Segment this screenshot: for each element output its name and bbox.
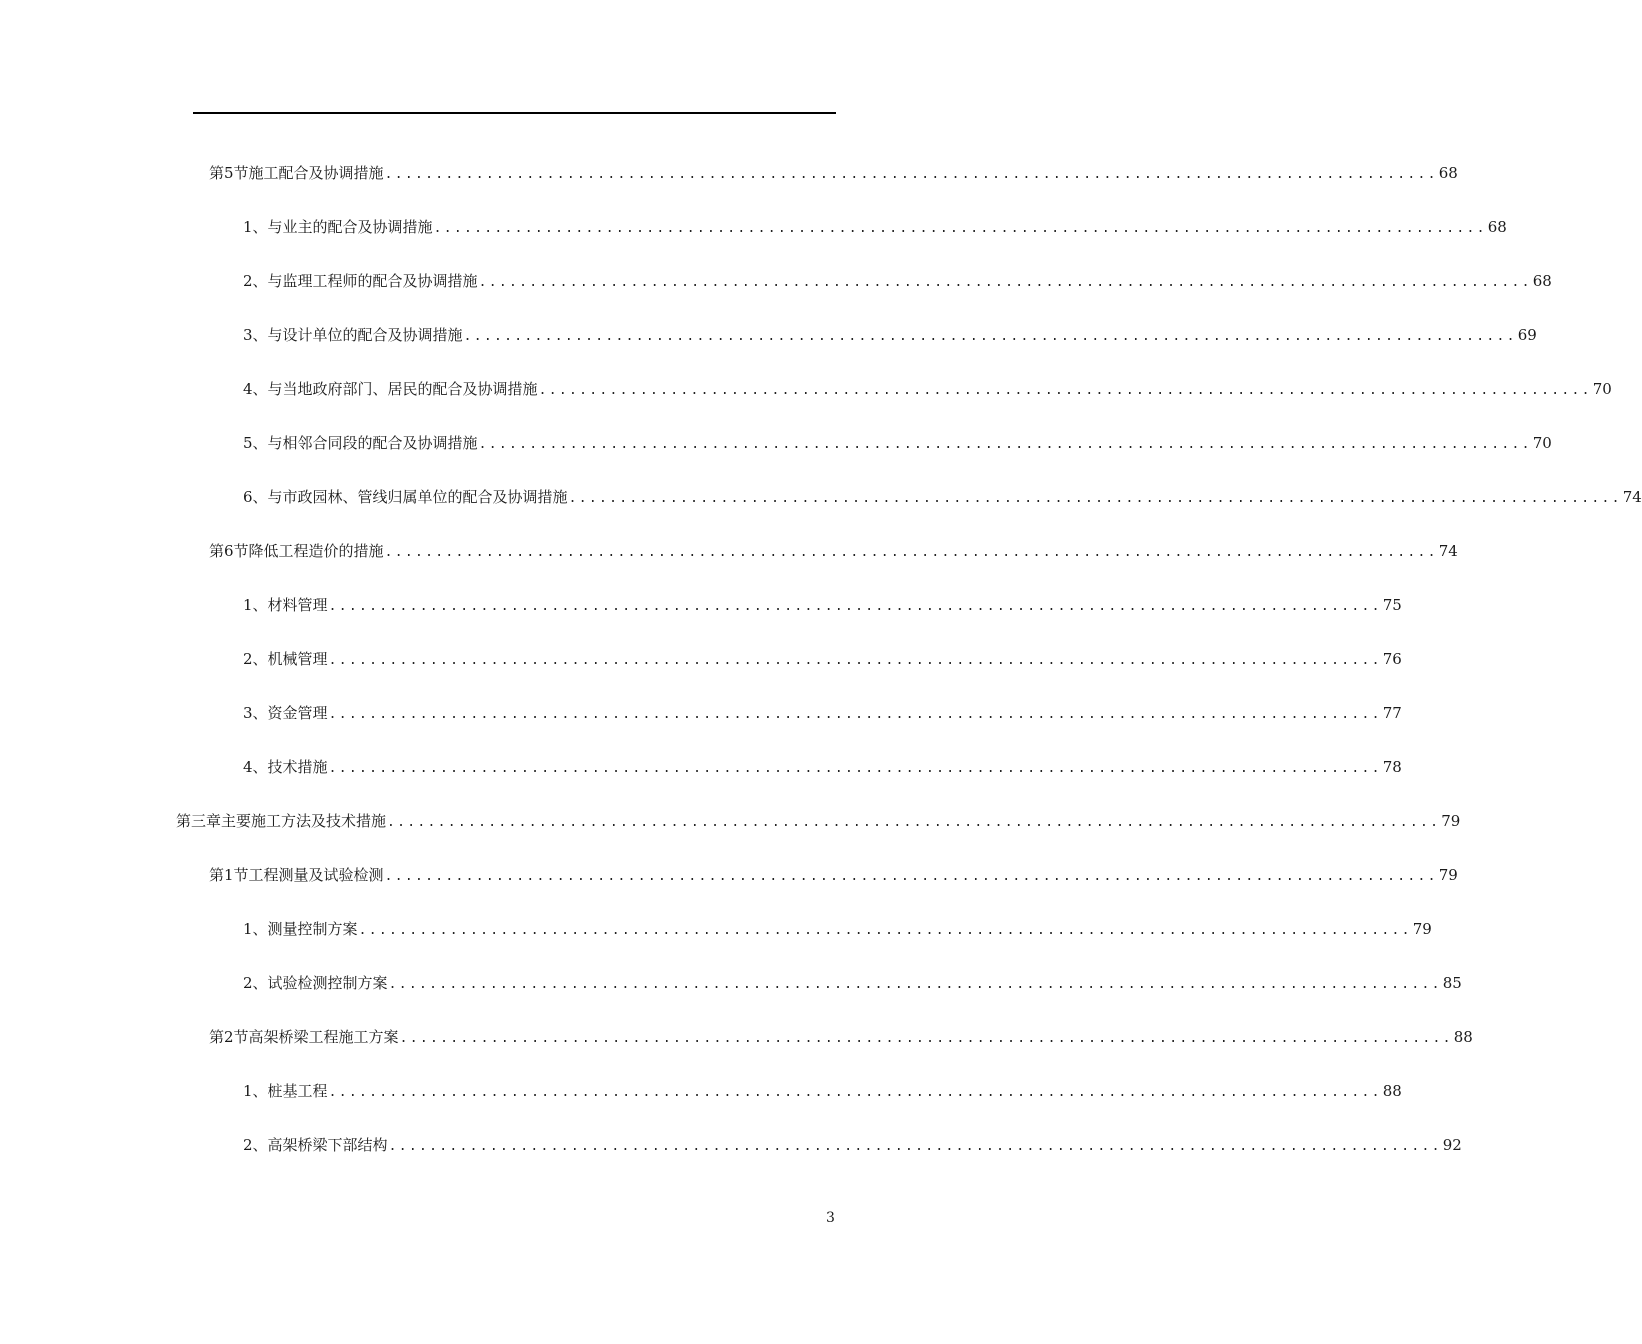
- toc-entry-page: 92: [1442, 1136, 1462, 1154]
- toc-entry: [243, 1081, 1402, 1103]
- dot-leader: ........................................................................................................: [388, 1139, 1442, 1154]
- toc-entry-page: 79: [1412, 920, 1432, 938]
- toc-entry: [243, 649, 1402, 671]
- toc-entry-title: 试验检测控制方案: [267, 974, 388, 992]
- toc-entry-page: 79: [1441, 812, 1461, 830]
- toc-entry-title: 与监理工程师的配合及协调措施: [267, 272, 478, 290]
- toc-entry-page: 68: [1438, 164, 1458, 182]
- toc-entry-title: 工程测量及试验检测: [248, 866, 384, 884]
- toc-entry-page: 68: [1532, 272, 1552, 290]
- dot-leader: ........................................................................................................: [328, 653, 1382, 668]
- toc-entry: [243, 379, 1612, 401]
- toc-entry-number: 1、: [243, 218, 268, 236]
- dot-leader: ........................................................................................................: [568, 491, 1622, 506]
- toc-entry-title: 主要施工方法及技术措施: [221, 812, 387, 830]
- toc-entry-number: 4、: [243, 380, 268, 398]
- toc-entry-page: 88: [1382, 1082, 1402, 1100]
- toc-entry-title: 与设计单位的配合及协调措施: [267, 326, 463, 344]
- toc-entry-page: 68: [1487, 218, 1507, 236]
- dot-leader: ........................................................................................................: [384, 869, 1438, 884]
- toc-entry-title: 降低工程造价的措施: [248, 542, 384, 560]
- toc-entry: [209, 163, 1458, 185]
- dot-leader: ........................................................................................................: [478, 437, 1532, 452]
- toc-entry-number: 5、: [243, 434, 268, 452]
- toc-entry-number: 第6节: [209, 542, 249, 560]
- toc-entry-page: 77: [1382, 704, 1402, 722]
- toc-entry-number: 6、: [243, 488, 268, 506]
- toc-entry-number: 2、: [243, 272, 268, 290]
- dot-leader: ........................................................................................................: [328, 599, 1382, 614]
- toc-entry-title: 机械管理: [267, 650, 328, 668]
- toc-entry: [243, 271, 1552, 293]
- toc-entry-page: 85: [1442, 974, 1462, 992]
- toc-entry: [243, 595, 1402, 617]
- toc-entry: [176, 811, 1461, 833]
- toc-entry-number: 第2节: [209, 1028, 249, 1046]
- toc-entry-title: 技术措施: [267, 758, 328, 776]
- dot-leader: ........................................................................................................: [463, 329, 1517, 344]
- toc-entry-page: 70: [1532, 434, 1552, 452]
- toc-entry-number: 2、: [243, 974, 268, 992]
- dot-leader: ........................................................................................................: [328, 707, 1382, 722]
- toc-entry-number: 3、: [243, 704, 268, 722]
- toc-entry: [243, 325, 1537, 347]
- dot-leader: ........................................................................................................: [433, 221, 1487, 236]
- toc-entry-title: 测量控制方案: [267, 920, 358, 938]
- toc-entry-title: 与业主的配合及协调措施: [267, 218, 433, 236]
- dot-leader: ........................................................................................................: [478, 275, 1532, 290]
- toc-entry: [243, 487, 1642, 509]
- toc-entry-title: 高架桥梁下部结构: [267, 1136, 388, 1154]
- toc-entry-page: 79: [1438, 866, 1458, 884]
- toc-entry: [243, 1135, 1462, 1157]
- toc-entry-page: 69: [1517, 326, 1537, 344]
- toc-entry: [243, 217, 1507, 239]
- toc-entry-page: 74: [1622, 488, 1642, 506]
- dot-leader: ........................................................................................................: [328, 761, 1382, 776]
- toc-entry-page: 75: [1382, 596, 1402, 614]
- dot-leader: ........................................................................................................: [538, 383, 1592, 398]
- toc-entry: [243, 703, 1402, 725]
- toc-entry: [209, 541, 1458, 563]
- toc-entry-number: 3、: [243, 326, 268, 344]
- toc-entry-title: 与当地政府部门、居民的配合及协调措施: [267, 380, 538, 398]
- toc-entry-page: 78: [1382, 758, 1402, 776]
- toc-entry-title: 与市政园林、管线归属单位的配合及协调措施: [267, 488, 568, 506]
- header-rule: [193, 112, 836, 114]
- dot-leader: ........................................................................................................: [387, 815, 1441, 830]
- toc-entry: [209, 865, 1458, 887]
- toc-entry-page: 70: [1592, 380, 1612, 398]
- toc-entry-title: 与相邻合同段的配合及协调措施: [267, 434, 478, 452]
- toc-entry-number: 2、: [243, 650, 268, 668]
- toc-entry-title: 资金管理: [267, 704, 328, 722]
- toc-entry: [243, 919, 1432, 941]
- dot-leader: ........................................................................................................: [384, 545, 1438, 560]
- toc-entry-page: 76: [1382, 650, 1402, 668]
- toc-entry-number: 第5节: [209, 164, 249, 182]
- toc-entry: [209, 1027, 1473, 1049]
- toc-entry-number: 第1节: [209, 866, 249, 884]
- toc-entry-number: 1、: [243, 1082, 268, 1100]
- toc-entry-number: 1、: [243, 920, 268, 938]
- toc-entry-number: 2、: [243, 1136, 268, 1154]
- footer-page-number: 3: [826, 1210, 835, 1226]
- toc-entry: [243, 433, 1552, 455]
- dot-leader: ........................................................................................................: [388, 977, 1442, 992]
- toc-entry-title: 材料管理: [267, 596, 328, 614]
- toc-entry-page: 88: [1453, 1028, 1473, 1046]
- toc-entry-title: 施工配合及协调措施: [248, 164, 384, 182]
- toc-entry-number: 4、: [243, 758, 268, 776]
- toc-entry-page: 74: [1438, 542, 1458, 560]
- toc-entry-title: 高架桥梁工程施工方案: [248, 1028, 399, 1046]
- toc-entry-number: 第三章: [176, 812, 222, 830]
- toc-entry: [243, 757, 1402, 779]
- dot-leader: ........................................................................................................: [328, 1085, 1382, 1100]
- dot-leader: ........................................................................................................: [358, 923, 1412, 938]
- toc-entry-number: 1、: [243, 596, 268, 614]
- dot-leader: ........................................................................................................: [399, 1031, 1453, 1046]
- toc-entry-title: 桩基工程: [267, 1082, 328, 1100]
- toc-entry: [243, 973, 1462, 995]
- dot-leader: ........................................................................................................: [384, 167, 1438, 182]
